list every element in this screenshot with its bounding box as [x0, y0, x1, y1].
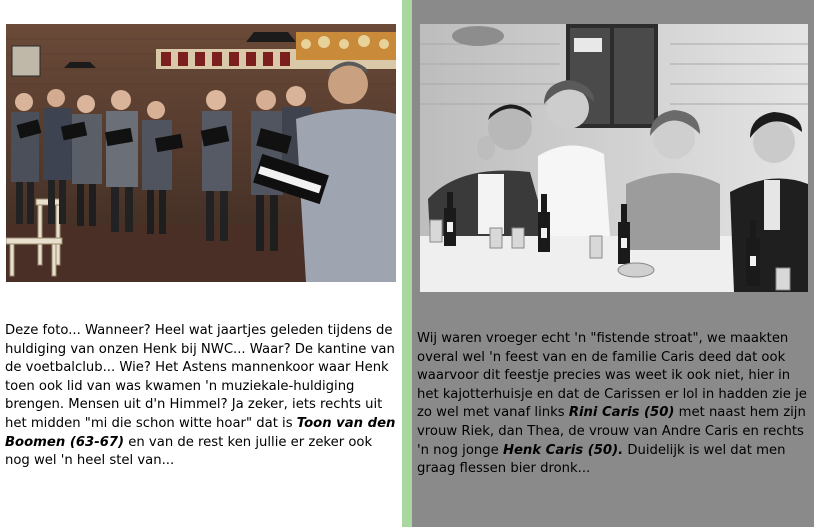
left-caption-highlight: Toon van den Boomen (63-67)	[5, 415, 396, 450]
right-panel	[412, 0, 814, 527]
choir-photo	[6, 24, 396, 282]
right-caption-highlight-1: Rini Caris (50)	[568, 405, 675, 421]
panel-divider	[402, 0, 412, 527]
right-caption	[417, 330, 812, 479]
right-caption-text-1: Wij waren vroeger echt 'n "fistende stroat", we maakten overal wel 'n feest van en de familie Caris deed dat ook waarvoor dit feestje precies was weet ik ook niet, hier in het kajotterhuisje en dat de Carissen er lol in hadden zie je zo wel met vanaf links	[417, 331, 807, 421]
choir-photo-illustration	[6, 24, 396, 282]
right-caption-text-3: Duidelijk is wel dat men graag flessen bier dronk...	[417, 442, 786, 477]
left-panel	[0, 0, 402, 527]
left-caption-text-2: en van de rest ken jullie er zeker ook nog wel 'n heel stel van...	[5, 434, 373, 469]
left-caption	[5, 322, 400, 471]
family-photo-illustration	[420, 24, 808, 292]
right-caption-highlight-2: Henk Caris (50).	[502, 442, 624, 458]
family-photo	[420, 24, 808, 292]
left-caption-text-1: Deze foto... Wanneer? Heel wat jaartjes geleden tijdens de huldiging van onzen Henk bij NWC... Waar? De kantine van de voetbalclub... Wie? Het Astens mannenkoor waar Henk toen ook lid van was kwamen 'n muziekale-huldiging brengen. Mensen uit d'n Himmel? Ja zeker, iets rechts uit het midden "mi die schon witte hoar" dat is	[5, 323, 395, 431]
right-caption-text-2: met naast hem zijn vrouw Riek, dan Thea, de vrouw van Andre Caris en rechts 'n nog jonge	[417, 405, 806, 458]
